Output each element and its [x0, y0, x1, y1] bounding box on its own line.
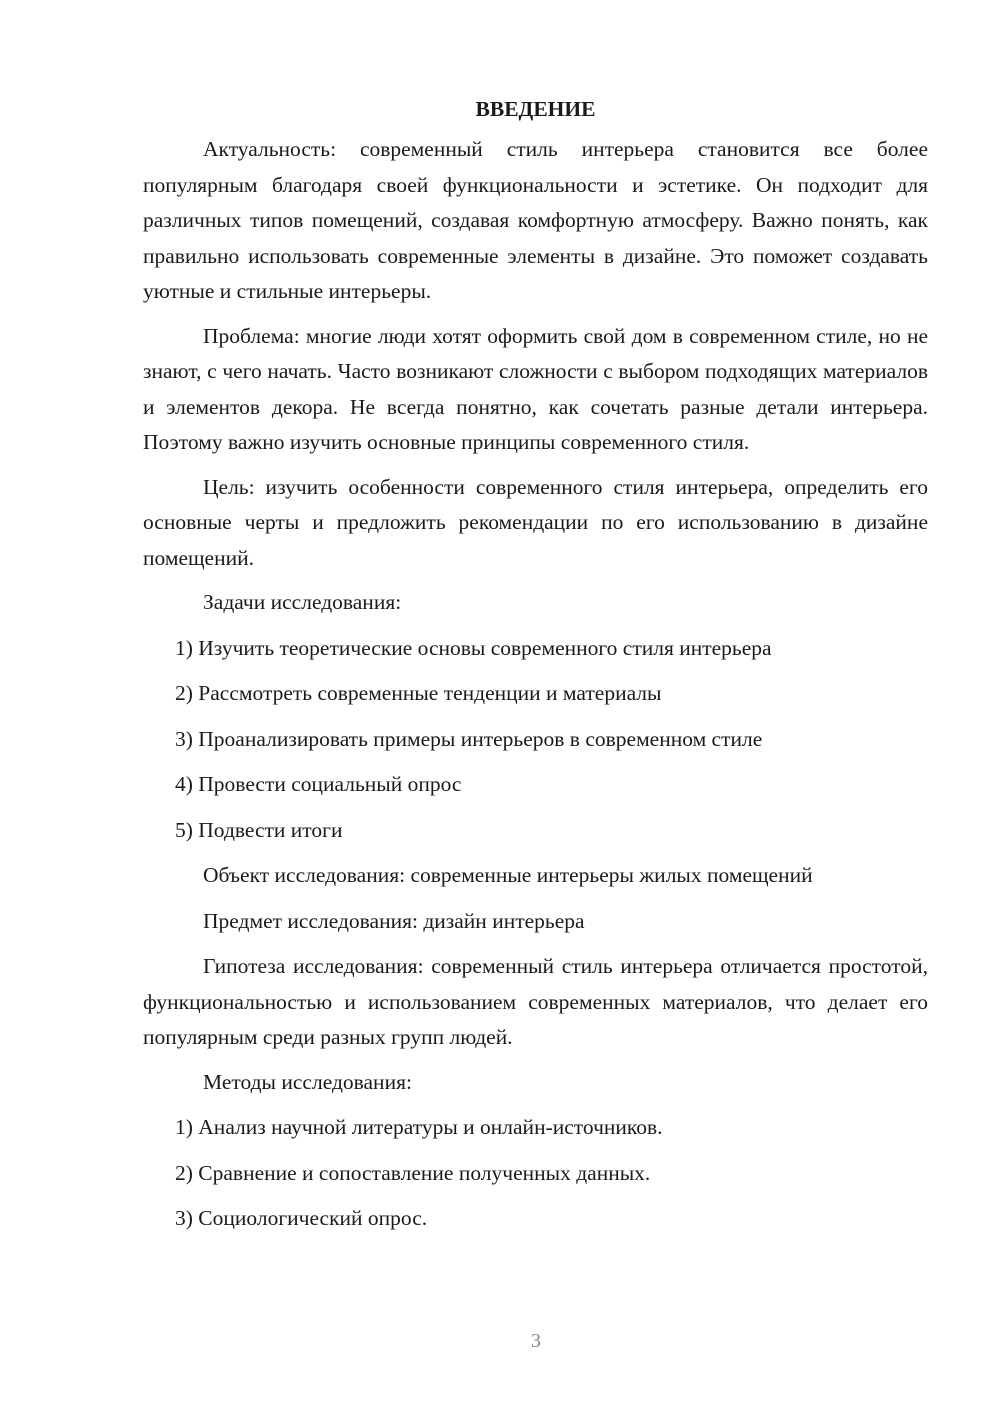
page-number: 3: [531, 1330, 541, 1352]
section-title: ВВЕДЕНИЕ: [475, 97, 596, 121]
problem-paragraph: Проблема: многие люди хотят оформить свой дом в современном стиле, но не знают, с чего начать. Часто возникают сложности с выбором подходящих материалов и элементов декора. Не всегда понятно, как сочетать разные детали интерьера. Поэтому важно изучить основные принципы современного стиля.: [143, 323, 928, 454]
tasks-heading: Задачи исследования:: [203, 590, 402, 614]
research-object: Объект исследования: современные интерьеры жилых помещений: [203, 863, 813, 887]
research-subject: Предмет исследования: дизайн интерьера: [203, 908, 585, 933]
document-page: [143, 92, 928, 1247]
task-item: 1) Изучить теоретические основы современного стиля интерьера: [175, 635, 772, 660]
goal-paragraph: Цель: изучить особенности современного стиля интерьера, определить его основные черты и предложить рекомендации по его использованию в дизайне помещений.: [143, 474, 928, 570]
task-item: 5) Подвести итоги: [175, 817, 343, 842]
methods-list: [143, 1110, 928, 1237]
relevance-paragraph: Актуальность: современный стиль интерьера становится все более популярным благодаря своей функциональности и эстетике. Он подходит для различных типов помещений, создавая комфортную атмосферу. Важно понять, как правильно использовать современные элементы в дизайне. Это поможет создавать уютные и стильные интерьеры.: [143, 137, 928, 303]
tasks-list: [143, 631, 928, 849]
method-item: 3) Социологический опрос.: [175, 1206, 428, 1230]
task-item: 3) Проанализировать примеры интерьеров в современном стиле: [175, 726, 763, 751]
method-item: 1) Анализ научной литературы и онлайн-источников.: [175, 1115, 663, 1139]
task-item: 2) Рассмотреть современные тенденции и материалы: [175, 681, 662, 705]
hypothesis-paragraph: Гипотеза исследования: современный стиль интерьера отличается простотой, функциональностью и использованием современных материалов, что делает его популярным среди разных групп людей.: [143, 954, 928, 1049]
methods-heading: Методы исследования:: [203, 1069, 412, 1094]
task-item: 4) Провести социальный опрос: [175, 772, 462, 796]
method-item: 2) Сравнение и сопоставление полученных данных.: [175, 1160, 651, 1185]
